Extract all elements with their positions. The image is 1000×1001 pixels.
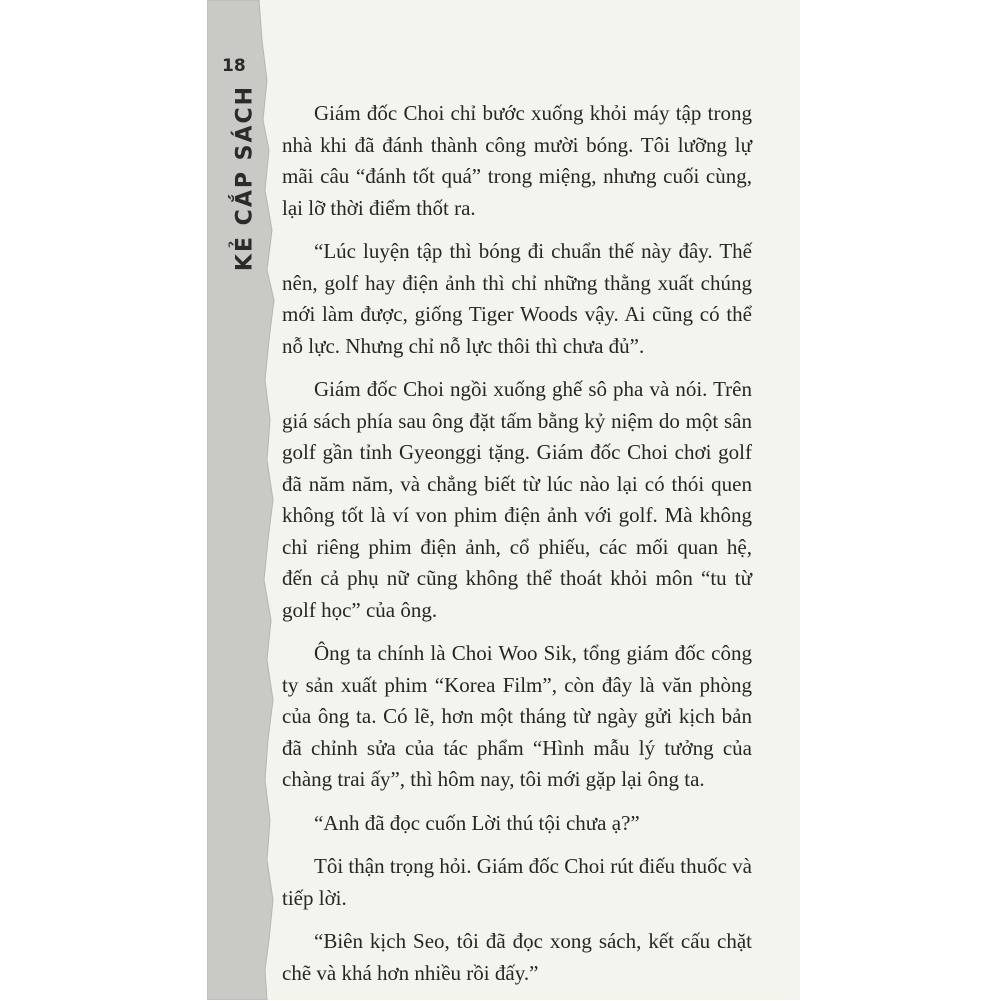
- paragraph: Tôi thận trọng hỏi. Giám đốc Choi rút điếu thuốc và tiếp lời.: [282, 854, 753, 910]
- paragraph: Ông ta chính là Choi Woo Sik, tổng giám đốc công ty sản xuất phim “Korea Film”, còn đây là văn phòng của ông ta. Có lẽ, hơn một tháng từ ngày gửi kịch bản đã chỉnh sửa của tác phẩm “Hình mẫu lý tưởng của chàng trai ấy”, thì hôm nay, tôi mới gặp lại ông ta.: [282, 641, 752, 791]
- paragraph: Giám đốc Choi chỉ bước xuống khỏi máy tập trong nhà khi đã đánh thành công mười bóng. Tôi lưỡng lự mãi câu “đánh tốt quá” trong miệng, nhưng cuối cùng, lại lỡ thời điểm thốt ra.: [282, 101, 752, 220]
- paragraph: “Anh đã đọc cuốn Lời thú tội chưa ạ?”: [314, 810, 640, 835]
- paragraph: Giám đốc Choi ngồi xuống ghế sô pha và nói. Trên giá sách phía sau ông đặt tấm bằng kỷ niệm do một sân golf gần tỉnh Gyeonggi tặng. Giám đốc Choi chơi golf đã năm năm, và chẳng biết từ lúc nào lại có thói quen không tốt là ví von phim điện ảnh với golf. Mà không chỉ riêng phim điện ảnh, cổ phiếu, các mối quan hệ, đến cả phụ nữ cũng không thể thoát khỏi môn “tu từ golf học” của ông.: [282, 377, 752, 622]
- paragraph: “Lúc luyện tập thì bóng đi chuẩn thế này đây. Thế nên, golf hay điện ảnh thì chỉ những thằng xuất chúng mới làm được, giống Tiger Woods vậy. Ai cũng có thể nỗ lực. Nhưng chỉ nỗ lực thôi thì chưa đủ”.: [282, 239, 752, 358]
- page-number: 18: [222, 56, 246, 76]
- body-text: [282, 98, 752, 1001]
- book-title: KẺ CẮP SÁCH: [232, 84, 258, 272]
- paragraph: “Biên kịch Seo, tôi đã đọc xong sách, kết cấu chặt chẽ và khá hơn nhiều rồi đấy.”: [282, 929, 752, 985]
